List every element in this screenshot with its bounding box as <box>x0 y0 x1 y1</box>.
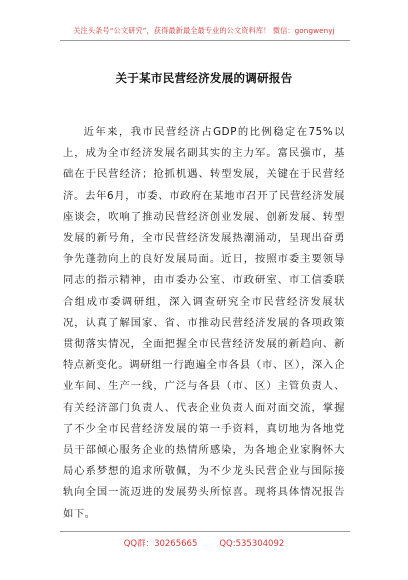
header-banner: 关注头条号“公文研究”，获得最新最全最专业的公文资料库！ 微信：gongwenyj <box>73 26 335 35</box>
footer <box>0 537 408 549</box>
document-title: 关于某市民营经济发展的调研报告 <box>115 71 293 85</box>
footer-divider <box>60 531 350 532</box>
body-paragraph: 近年来，我市民营经济占GDP的比例稳定在75%以上，成为全市经济发展名副其实的主力军。富民强市，基础在于民营经济；抢抓机遇、转型发展，关键在于民营经济。去年6月，市委、市政府在某地市召开了民营经济发展座谈会，吹响了推动民营经济创业发展、创新发展、转型发展的新号角，全市民营经济发展热潮涌动，呈现出奋勇争先蓬勃向上的良好发展局面。近日，按照市委主要领导同志的指示精神，由市委办公室、市政研室、市工信委联合组成市委调研组，深入调查研究全市民营经济发展状况，认真了解国家、省、市推动民营经济发展的各项政策贯彻落实情况，全面把握全市民营经济发展的新趋向、新特点新变化。调研组一行跑遍全市各县（市、区），深入企业车间、生产一线，广泛与各县（市、区）主管负责人、有关经济部门负责人、代表企业负责人面对面交流，掌握了不少全市民营经济发展的第一手资料，真切地为各地党员干部倾心服务企业的热情所感染，为各地企业家胸怀大局心系梦想的追求所敬佩，为不少龙头民营企业与国际接轨向全国一流迈进的发展势头所惊喜。现将具体情况报告如下。 <box>63 126 345 520</box>
footer-qq-contact: QQ:535304092 <box>219 539 285 549</box>
footer-qq-group: QQ群：30265665 <box>123 539 198 549</box>
header-divider <box>60 40 350 41</box>
